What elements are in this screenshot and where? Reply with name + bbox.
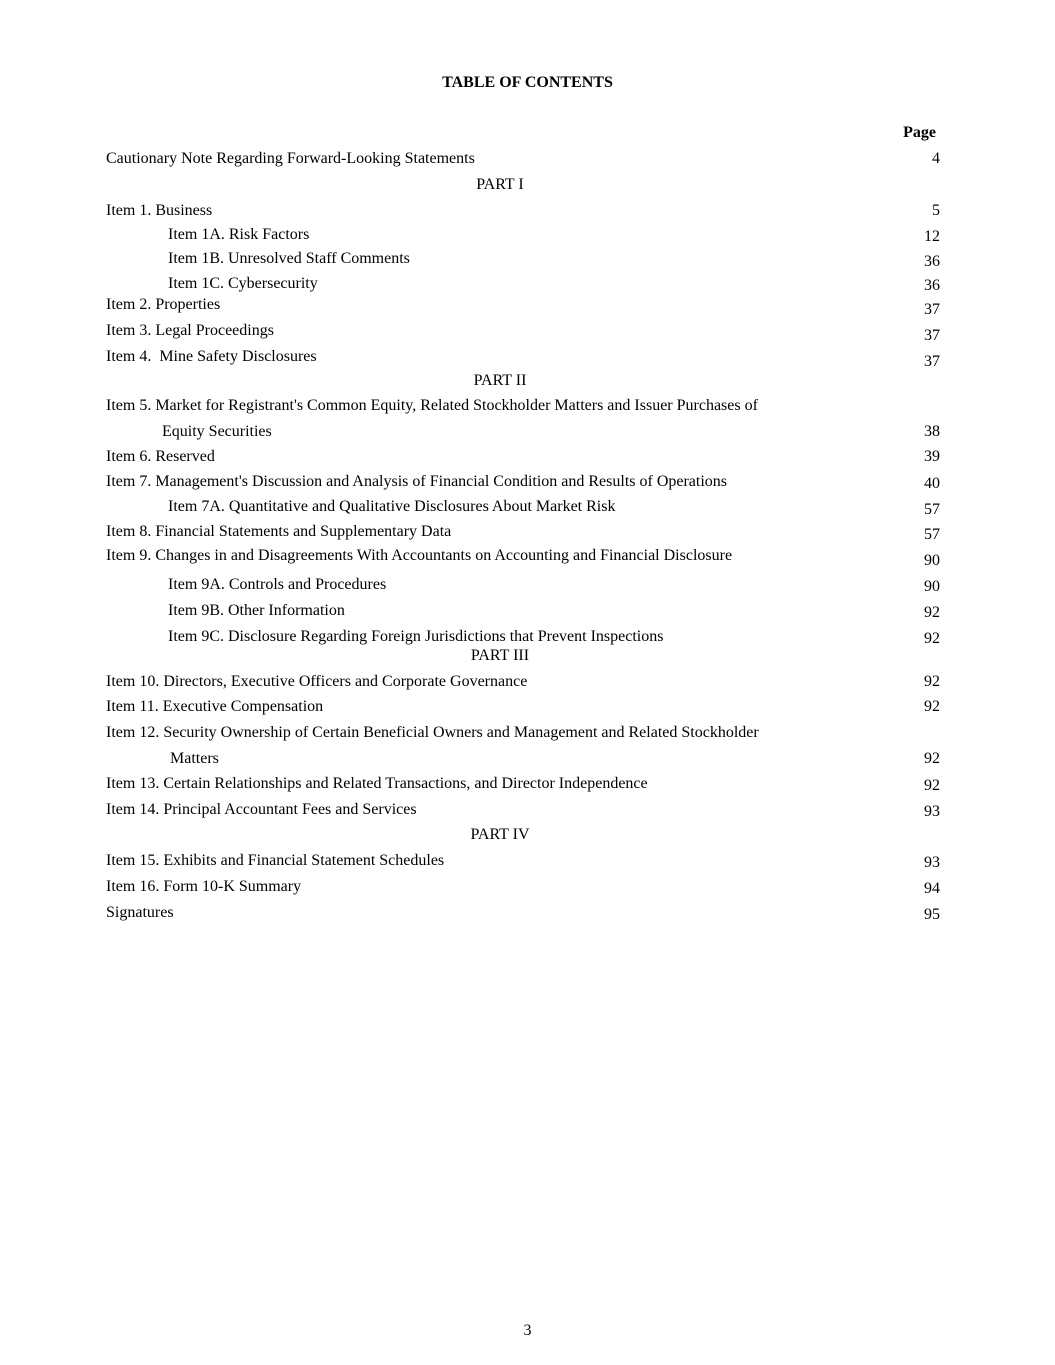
toc-entry-page: 57 <box>924 501 940 518</box>
toc-entry-label: Item 7A. Quantitative and Qualitative Disclosures About Market Risk <box>168 498 616 515</box>
toc-entry-label: Item 12. Security Ownership of Certain Beneficial Owners and Management and Related Stockholder <box>106 724 759 741</box>
toc-entry-page: 93 <box>924 803 940 820</box>
footer-page-number: 3 <box>523 1322 532 1339</box>
toc-entry-label: Item 1. Business <box>106 202 213 219</box>
toc-entry-page: 92 <box>924 630 940 647</box>
part-heading-part-iv: PART IV <box>470 826 530 843</box>
toc-entry-label: Item 11. Executive Compensation <box>106 698 324 715</box>
toc-entry-label: Item 1C. Cybersecurity <box>168 275 318 292</box>
toc-entry-label: Item 14. Principal Accountant Fees and Services <box>106 801 417 818</box>
toc-entry-label: Item 1B. Unresolved Staff Comments <box>168 250 410 267</box>
toc-entry-page: 37 <box>924 301 940 318</box>
toc-entry-label: Item 15. Exhibits and Financial Statement Schedules <box>106 852 445 869</box>
toc-entry-page: 92 <box>924 750 940 767</box>
toc-entry-label: Item 10. Directors, Executive Officers and Corporate Governance <box>106 673 528 690</box>
toc-entry-label: Item 9. Changes in and Disagreements With Accountants on Accounting and Financial Disclosure <box>106 547 733 564</box>
toc-entry-page: 94 <box>924 880 940 897</box>
toc-entry-label: Cautionary Note Regarding Forward-Looking Statements <box>106 150 475 167</box>
toc-entry-page: 92 <box>924 604 940 621</box>
toc-entry-page: 37 <box>924 353 940 370</box>
part-heading-part-iii: PART III <box>470 647 530 664</box>
toc-entry-label: Item 3. Legal Proceedings <box>106 322 274 339</box>
page-title: TABLE OF CONTENTS <box>442 74 613 91</box>
toc-entry-page: 40 <box>924 475 940 492</box>
toc-entry-item-12[interactable] <box>106 723 940 769</box>
toc-entry-page: 57 <box>924 526 940 543</box>
toc-entry-label: Item 9A. Controls and Procedures <box>168 576 387 593</box>
toc-entry-page: 36 <box>924 253 940 270</box>
toc-entry-label: Item 6. Reserved <box>106 448 215 465</box>
toc-entry-page: 38 <box>924 423 940 440</box>
toc-entry-label: Item 9C. Disclosure Regarding Foreign Jurisdictions that Prevent Inspections <box>168 628 664 645</box>
toc-entry-item-5[interactable] <box>106 396 940 442</box>
toc-entry-page: 39 <box>924 448 940 465</box>
toc-entry-label: Item 4. Mine Safety Disclosures <box>106 348 317 365</box>
toc-entry-page: 92 <box>924 673 940 690</box>
toc-entry-label-continuation: Matters <box>170 750 219 767</box>
toc-entry-label: Item 1A. Risk Factors <box>168 226 310 243</box>
toc-entry-label: Item 7. Management's Discussion and Analysis of Financial Condition and Results of Operations <box>106 473 728 490</box>
toc-entry-label: Item 5. Market for Registrant's Common Equity, Related Stockholder Matters and Issuer Purchases of <box>106 397 758 414</box>
toc-entry-label: Item 9B. Other Information <box>168 602 345 619</box>
toc-entry-page: 36 <box>924 277 940 294</box>
toc-entry-page: 95 <box>924 906 940 923</box>
toc-entry-label: Item 16. Form 10-K Summary <box>106 878 302 895</box>
toc-entry-label: Item 8. Financial Statements and Supplementary Data <box>106 523 452 540</box>
toc-entry-label: Signatures <box>106 904 174 921</box>
toc-entry-page: 5 <box>932 202 940 219</box>
part-heading-part-ii: PART II <box>473 372 527 389</box>
page-column-header: Page <box>903 124 936 141</box>
toc-entry-page: 92 <box>924 698 940 715</box>
toc-entry-page: 37 <box>924 327 940 344</box>
toc-entry-page: 90 <box>924 578 940 595</box>
toc-entry-label-continuation: Equity Securities <box>162 423 272 440</box>
toc-entry-page: 4 <box>932 150 940 167</box>
toc-entry-page: 92 <box>924 777 940 794</box>
toc-entry-page: 93 <box>924 854 940 871</box>
toc-entry-label: Item 13. Certain Relationships and Related Transactions, and Director Independence <box>106 775 648 792</box>
toc-entry-label: Item 2. Properties <box>106 296 221 313</box>
toc-entry-page: 12 <box>924 228 940 245</box>
part-heading-part-i: PART I <box>476 176 524 193</box>
toc-entry-page: 90 <box>924 552 940 569</box>
